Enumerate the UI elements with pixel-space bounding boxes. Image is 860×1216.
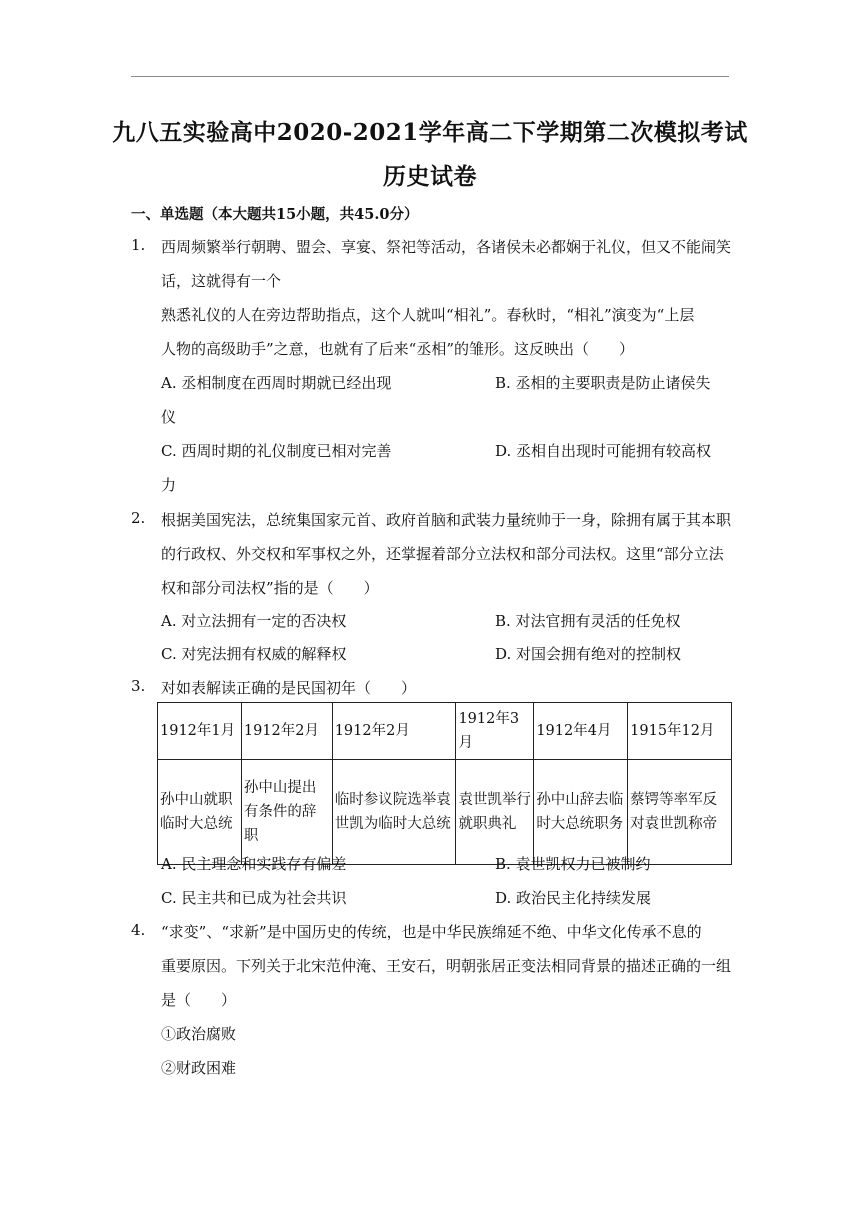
question-2-option-b[interactable]: B. 对法官拥有灵活的任免权: [495, 612, 681, 630]
question-1-option-b[interactable]: B. 丞相的主要职责是防止诸侯失: [495, 374, 711, 392]
table-header-row: [158, 703, 732, 760]
question-2-line: 权和部分司法权”指的是（ ）: [161, 579, 379, 597]
question-4-line: 重要原因。下列关于北宋范仲淹、王安石，明朝张居正变法相同背景的描述正确的一组: [161, 957, 732, 975]
table-cell-date: 1912年2月: [332, 703, 456, 760]
question-2-option-a[interactable]: A. 对立法拥有一定的否决权: [161, 612, 347, 630]
question-3-table: [157, 702, 732, 865]
question-1-line: 西周频繁举行朝聘、盟会、享宴、祭祀等活动，各诸侯未必都娴于礼仪，但又不能闹笑: [161, 238, 732, 256]
question-4-line: “求变”、“求新”是中国历史的传统，也是中华民族绵延不绝、中华文化传承不息的: [161, 923, 702, 941]
table-row: [158, 760, 732, 865]
question-1-number: 1.: [131, 236, 146, 254]
question-1-option-a[interactable]: A. 丞相制度在西周时期就已经出现: [161, 374, 392, 392]
section-heading: 一、单选题（本大题共15小题，共45.0分）: [131, 206, 419, 223]
exam-title: 九八五实验高中2020-2021学年高二下学期第二次模拟考试: [112, 119, 748, 146]
table-cell-date: 1912年1月: [158, 703, 242, 760]
question-3-option-a[interactable]: A. 民主理念和实践存有偏差: [161, 855, 347, 873]
question-1-line: 熟悉礼仪的人在旁边帮助指点，这个人就叫“相礼”。春秋时，“相礼”演变为“上层: [161, 306, 695, 324]
question-2-option-d[interactable]: D. 对国会拥有绝对的控制权: [495, 645, 682, 663]
question-3-number: 3.: [131, 677, 146, 695]
question-4-item: ②财政困难: [161, 1059, 237, 1077]
table-cell-date: 1915年12月: [628, 703, 732, 760]
question-1-option-c[interactable]: C. 西周时期的礼仪制度已相对完善: [161, 442, 392, 460]
table-cell-event: 袁世凯举行就职典礼: [456, 760, 534, 865]
table-cell-date: 1912年3月: [456, 703, 534, 760]
table-cell-date: 1912年2月: [241, 703, 332, 760]
question-4-item: ①政治腐败: [161, 1025, 237, 1043]
question-3-option-b[interactable]: B. 袁世凯权力已被制约: [495, 855, 651, 873]
question-2-line: 的行政权、外交权和军事权之外，还掌握着部分立法权和部分司法权。这里“部分立法: [161, 545, 724, 563]
question-4-number: 4.: [131, 921, 146, 939]
question-1-line: 人物的高级助手”之意，也就有了后来“丞相”的雏形。这反映出（ ）: [161, 340, 635, 358]
question-1-line: 话，这就得有一个: [161, 272, 282, 290]
question-3-stem: 对如表解读正确的是民国初年（ ）: [161, 679, 417, 697]
question-1-option-d[interactable]: D. 丞相自出现时可能拥有较高权: [495, 442, 712, 460]
table-cell-event: 临时参议院选举袁世凯为临时大总统: [332, 760, 456, 865]
question-2-line: 根据美国宪法，总统集国家元首、政府首脑和武装力量统帅于一身，除拥有属于其本职: [161, 511, 732, 529]
question-3-option-d[interactable]: D. 政治民主化持续发展: [495, 889, 652, 907]
table-cell-event: 孙中山提出有条件的辞职: [241, 760, 332, 865]
question-4-line: 是（ ）: [161, 991, 237, 1009]
header-rule: [131, 76, 729, 77]
question-1-option-wrap: 力: [161, 476, 177, 494]
table-cell-event: 蔡锷等率军反对袁世凯称帝: [628, 760, 732, 865]
question-1-option-wrap: 仪: [161, 408, 177, 426]
question-3-option-c[interactable]: C. 民主共和已成为社会共识: [161, 889, 347, 907]
table-cell-event: 孙中山辞去临时大总统职务: [534, 760, 628, 865]
table-cell-event: 孙中山就职临时大总统: [158, 760, 242, 865]
exam-subtitle: 历史试卷: [383, 163, 477, 190]
question-2-option-c[interactable]: C. 对宪法拥有权威的解释权: [161, 645, 347, 663]
question-2-number: 2.: [131, 509, 146, 527]
table-cell-date: 1912年4月: [534, 703, 628, 760]
